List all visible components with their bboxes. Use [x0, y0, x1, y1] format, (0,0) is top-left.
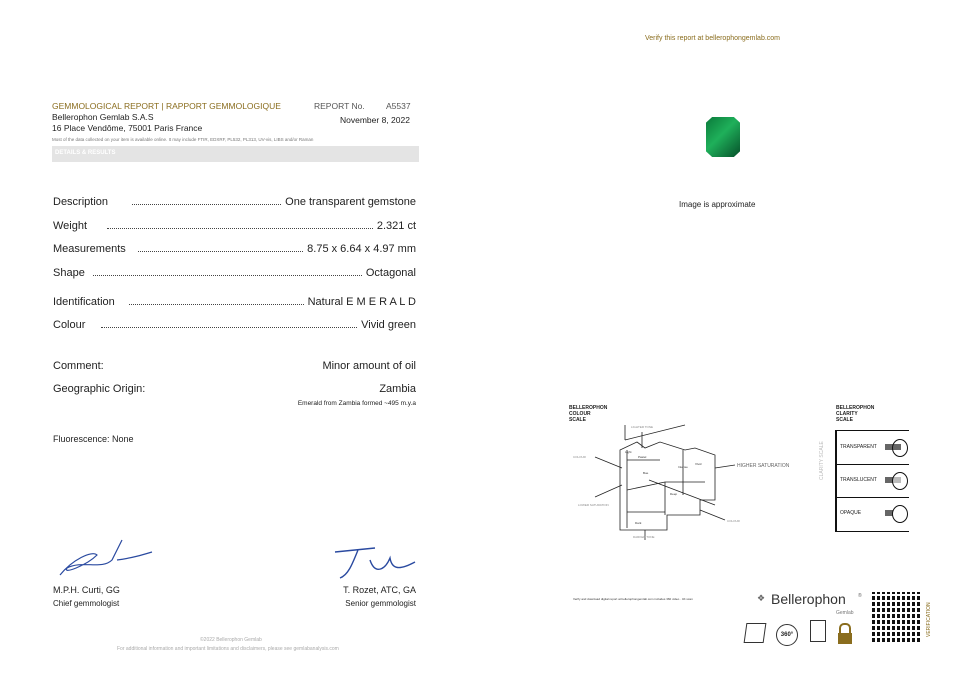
svg-text:LIGHTER TONE: LIGHTER TONE: [631, 425, 654, 429]
clarity-scale-title: BELLEROPHON CLARITY SCALE: [836, 405, 875, 423]
signer-role: Senior gemmologist: [345, 599, 416, 608]
higher-saturation-label: HIGHER SATURATION: [737, 463, 790, 469]
detail-row: Shape Octagonal: [53, 267, 416, 279]
svg-text:COLOUR: COLOUR: [573, 455, 586, 459]
clarity-level: TRANSPARENT: [837, 431, 909, 465]
disclaimer: For additional information and important limitations and disclaimers, please see gemlabanalysis.com: [117, 646, 339, 652]
svg-text:Deep: Deep: [670, 492, 678, 496]
clarity-level: OPAQUE: [837, 497, 909, 530]
svg-text:Intense: Intense: [678, 465, 688, 469]
report-no-label: REPORT No.: [314, 101, 365, 111]
report-title: GEMMOLOGICAL REPORT | RAPPORT GEMMOLOGIQUE: [52, 101, 281, 111]
comment-value: Minor amount of oil: [322, 360, 416, 372]
comment-label: Comment:: [53, 360, 104, 372]
brand-name: Bellerophon: [771, 591, 846, 607]
detail-row: Weight 2.321 ct: [53, 220, 416, 232]
copyright: ©2022 Bellerophon Gemlab: [200, 637, 262, 643]
certificate-icon: [810, 620, 826, 642]
lock-icon: [838, 623, 852, 643]
diamond-logo-icon: ❖: [757, 593, 766, 603]
svg-text:Pastel: Pastel: [638, 455, 647, 459]
origin-label: Geographic Origin:: [53, 383, 146, 395]
detail-row: Description One transparent gemstone: [53, 196, 416, 208]
colour-scale-title: BELLEROPHON COLOUR SCALE: [569, 405, 608, 423]
gemstone-image: [706, 117, 740, 157]
signer-role: Chief gemmologist: [53, 599, 120, 608]
colour-scale-diagram: [565, 420, 800, 540]
origin-note: Emerald from Zambia formed ~495 m.y.a: [297, 400, 416, 407]
section-title: DETAILS & RESULTS: [55, 150, 116, 156]
svg-text:Dark: Dark: [635, 521, 642, 525]
qr-code[interactable]: [872, 592, 922, 642]
origin-value: Zambia: [379, 383, 416, 395]
address: 16 Place Vendôme, 75001 Paris France: [52, 123, 203, 133]
footer-verify: Verify and download digital report at bellerophongemlab.com includes 360 video · 4K scan: [573, 597, 693, 601]
svg-text:COLOUR: COLOUR: [727, 519, 740, 523]
cube-3d-icon: [744, 623, 767, 643]
signature-rozet: [330, 540, 420, 580]
signer-name: T. Rozet, ATC, GA: [343, 585, 416, 595]
data-note: Most of the data collected on your item is available online. It may include FTIR, EDXRF, PL532, PL313, UV-vis, LIBS and/or Raman: [52, 137, 314, 142]
image-caption: Image is approximate: [679, 200, 756, 209]
svg-text:DARKER TONE: DARKER TONE: [633, 535, 655, 539]
fluorescence: Fluorescence: None: [53, 434, 134, 444]
clarity-scale: [835, 430, 909, 532]
clarity-axis-label: CLARITY SCALE: [819, 441, 825, 480]
signature-curti: [52, 530, 162, 580]
detail-row: Measurements 8.75 x 6.64 x 4.97 mm: [53, 243, 416, 255]
company: Bellerophon Gemlab S.A.S: [52, 112, 154, 122]
svg-text:Bue: Bue: [643, 471, 649, 475]
report-no: A5537: [386, 101, 411, 111]
360-icon: 360°: [776, 624, 798, 646]
svg-text:Light: Light: [625, 450, 632, 454]
detail-row: Colour Vivid green: [53, 319, 416, 331]
clarity-level: TRANSLUCENT: [837, 464, 909, 498]
signer-name: M.P.H. Curti, GG: [53, 585, 120, 595]
detail-row: Identification Natural E M E R A L D: [53, 296, 416, 308]
report-date: November 8, 2022: [340, 115, 410, 125]
svg-text:LOWER SATURATION: LOWER SATURATION: [578, 503, 609, 507]
section-bar: [52, 146, 419, 162]
svg-text:Vivid: Vivid: [695, 462, 702, 466]
gem-report: Verify this report at bellerophongemlab.com GEMMOLOGICAL REPORT | RAPPORT GEMMOLOGIQUE REPORT No. A5537 Bellerophon Gemlab S.A.S November 8, 2022 16 Place Vendôme, 75001 Paris France Most of the data collected on your item is available online. It may include FTIR, EDXRF, PL532, PL313, UV-vis, LIBS and/or Raman DETAILS & RESULTS Description One transparent gemstone Weight 2.321 ct Measurements 8.75 x 6.64 x 4.97 mm Shape Octagonal Identification Natural E M E R A L D Colour Vivid green Comment: Minor amount of oil Geographic Origin: Zambia Emerald from Zambia formed ~495 m.y.a Fluorescence: None M.P.H. Curti, GG Chief gemmologist T. Rozet, ATC, GA Senior gemmologist ©2022 Bellerophon Gemlab For additional information and important limitations and disclaimers, please see gemlabanalysis.com Image is approximate BELLEROPHON COLOUR SCALE LIGHTER TONE COLOUR LOWER SATURATION HIGHER SATURATION COLOUR DARKER TONE Light Pastel Bue Intense Vivid Deep Dark BELLEROPHON CLARITY SCALE CLARITY SCALE TRANSPARENT TRANSLUCENT OPAQUE Verify and download digital report at bellerophongemlab.com includes 360 video · 4K scan ❖ Bellerophon ® Gemlab 360° VERIFICATION: [0, 0, 960, 681]
verify-link[interactable]: Verify this report at bellerophongemlab.com: [645, 35, 781, 42]
brand-sub: Gemlab: [836, 610, 854, 616]
verification-label: VERIFICATION: [926, 602, 932, 637]
